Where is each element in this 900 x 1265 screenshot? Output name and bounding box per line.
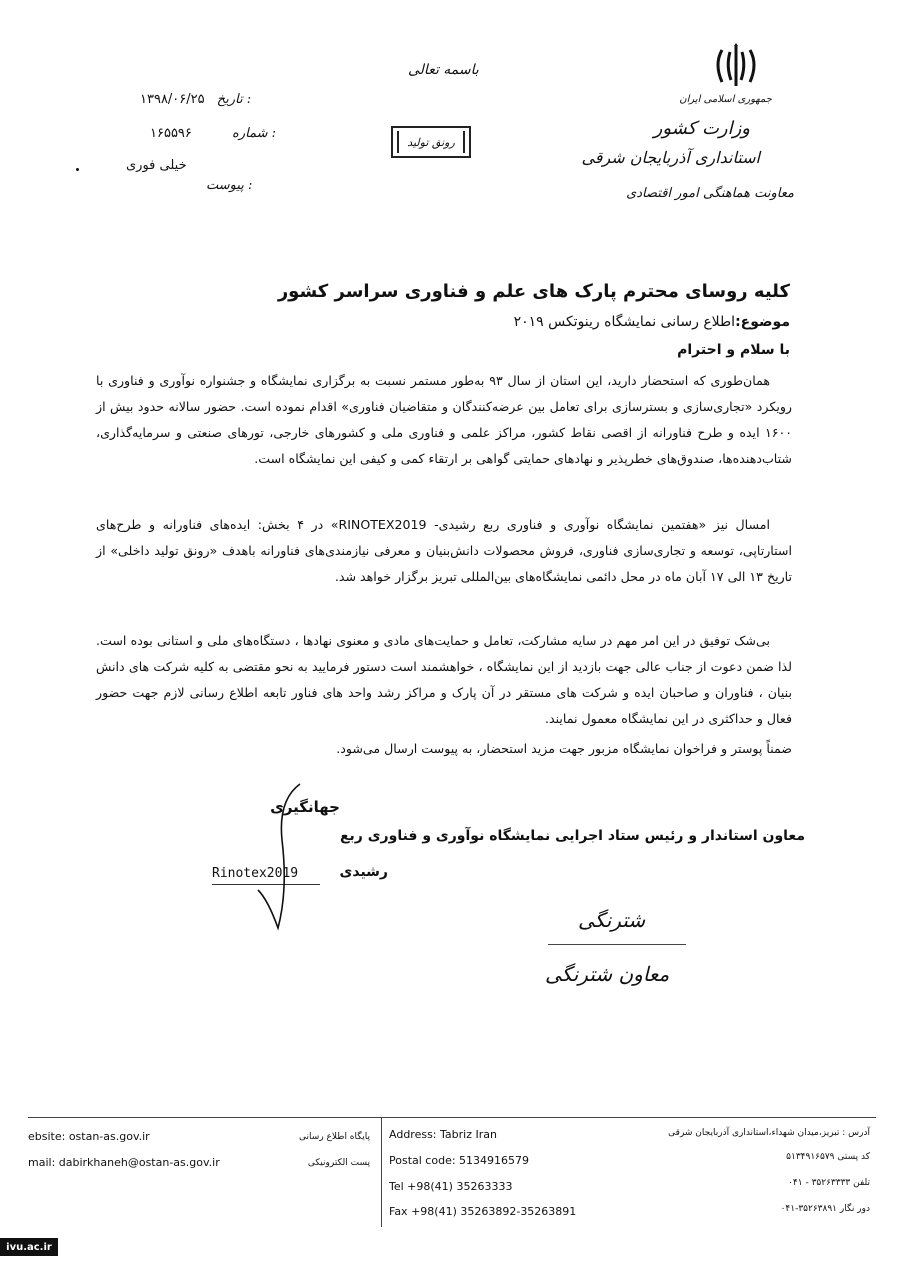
ivu-brand-badge[interactable]: ivu.ac.ir <box>0 1238 58 1256</box>
dot-mark <box>76 168 79 171</box>
footer-column-separator <box>381 1117 382 1227</box>
subject-label: موضوع: <box>735 314 790 330</box>
number-value: ۱۶۵۵۹۶ <box>150 126 192 141</box>
margin-note-2: معاون شترنگی <box>545 962 670 986</box>
number-row <box>150 126 276 141</box>
paragraph-4: ضمناً پوستر و فراخوان نمایشگاه مزبور جهت مزید استحضار، به پیوست ارسال می‌شود. <box>336 741 792 756</box>
footer-tel-fa: تلفن ۳۵۲۶۳۳۳۳ - ۰۴۱ <box>788 1178 870 1188</box>
rinotex-stamp: Rinotex2019 <box>212 866 299 881</box>
signer-name: جهانگیری <box>270 798 340 816</box>
footer-postal-fa: کد پستی ۵۱۳۴۹۱۶۵۷۹ <box>786 1152 870 1162</box>
footer-address-fa: آدرس : تبریز،میدان شهداء،استانداری آذربایجان شرقی <box>668 1128 870 1138</box>
footer-email-label: پست الکترونیکی <box>307 1158 370 1168</box>
footer-fax-fa: دور نگار ۳۵۲۶۳۸۹۱-۰۴۱ <box>780 1204 870 1214</box>
subject-line <box>514 314 790 330</box>
signer-title: معاون استاندار و رئیس ستاد اجرایی نمایشگاه نوآوری و فناوری ربع <box>339 828 805 844</box>
attachment-label: پیوست : <box>206 178 253 193</box>
deputy-text: معاونت هماهنگی امور اقتصادی <box>626 186 794 201</box>
number-label: شماره : <box>232 126 277 141</box>
subject-text: اطلاع رسانی نمایشگاه رینوتکس ۲۰۱۹ <box>513 314 736 330</box>
paragraph-2: امسال نیز «هفتمین نمایشگاه نوآوری و فناوری ربع رشیدی- RINOTEX2019» در ۴ بخش: ایده‌های فناورانه و طرح‌های استارتاپی، توسعه و تجاری‌سازی فناوری، فروش محصولات دانش‌بنیان و معرفی نیازمندی‌های فناورانه باهدف «رونق تولید داخلی» از تاریخ ۱۳ الی ۱۷ آبان ماه در محل دائمی نمایشگاه‌های بین‌المللی تبریز برگزار خواهد شد. <box>96 517 792 584</box>
iran-emblem-icon <box>712 42 760 92</box>
date-row <box>140 92 251 107</box>
footer-postal: Postal code: 5134916579 <box>389 1154 530 1167</box>
footer-divider <box>28 1117 876 1118</box>
margin-note-1: شترنگی <box>578 908 646 932</box>
stamp-text: رونق تولید <box>407 135 455 149</box>
greeting: با سلام و احترام <box>677 342 790 358</box>
footer-fax: Fax +98(41) 35263892-35263891 <box>389 1205 577 1218</box>
note-divider <box>548 944 686 945</box>
republic-text: جمهوری اسلامی ایران <box>679 94 772 105</box>
paragraph-1: همان‌طوری که استحضار دارید، این استان از سال ۹۳ به‌طور مستمر نسبت به برگزاری نمایشگاه و جشنواره نوآوری و فناوری با رویکرد «تجاری‌سازی و بسترسازی برای تعامل بین عرضه‌کنندگان و متقاضیان فناوری» اقدام نموده است. حضور سالانه حدود بیش از ۱۶۰۰ ایده و طرح فناورانه از اقصی نقاط کشور، مراکز علمی و فناوری ملی و کشورهای خارجی، تورهای صنعتی و سرمایه‌گذاری، شتاب‌دهنده‌ها، صندوق‌های خطرپذیر و نهادهای حمایتی گواهی بر ارتقاء کمی و کیفی این نمایشگاه است. <box>96 373 792 466</box>
footer-website: ebsite: ostan-as.gov.ir <box>28 1130 150 1143</box>
date-label: تاریخ : <box>216 92 252 107</box>
footer-email: mail: dabirkhaneh@ostan-as.gov.ir <box>28 1156 220 1169</box>
recipient-line: کلیه روسای محترم پارک های علم و فناوری سراسر کشور <box>277 281 790 302</box>
signer-title-end: رشیدی <box>339 864 388 880</box>
handwritten-signature-icon <box>248 780 308 940</box>
footer-address: Address: Tabriz Iran <box>389 1128 497 1141</box>
date-value: ۱۳۹۸/۰۶/۲۵ <box>140 92 205 107</box>
footer-tel: Tel +98(41) 35263333 <box>389 1180 513 1193</box>
urgency-text: خیلی فوری <box>126 158 187 173</box>
ministry-text: وزارت کشور <box>653 118 750 139</box>
footer-website-label: پایگاه اطلاع رسانی <box>299 1132 370 1142</box>
paragraph-3: بی‌شک توفیق در این امر مهم در سایه مشارکت، تعامل و حمایت‌های مادی و معنوی نهادها ، دستگاه‌های ملی و استانی بوده است. لذا ضمن دعوت از جناب عالی جهت بازدید از این نمایشگاه ، خواهشمند است دستور فرمایید به نحو مقتضی به کلیه شرکت های دانش بنیان ، فناوران و صاحبان ایده و شرکت های مستقر در آن پارک و مراکز رشد واحد های فناور تابعه اطلاع رسانی لازم جهت حضور فعال و حداکثری در این نمایشگاه معمول نمایند. <box>96 633 792 726</box>
bismillah: باسمه تعالی <box>408 62 479 78</box>
governorate-text: استانداری آذربایجان شرقی <box>581 148 760 167</box>
production-stamp <box>391 126 471 158</box>
